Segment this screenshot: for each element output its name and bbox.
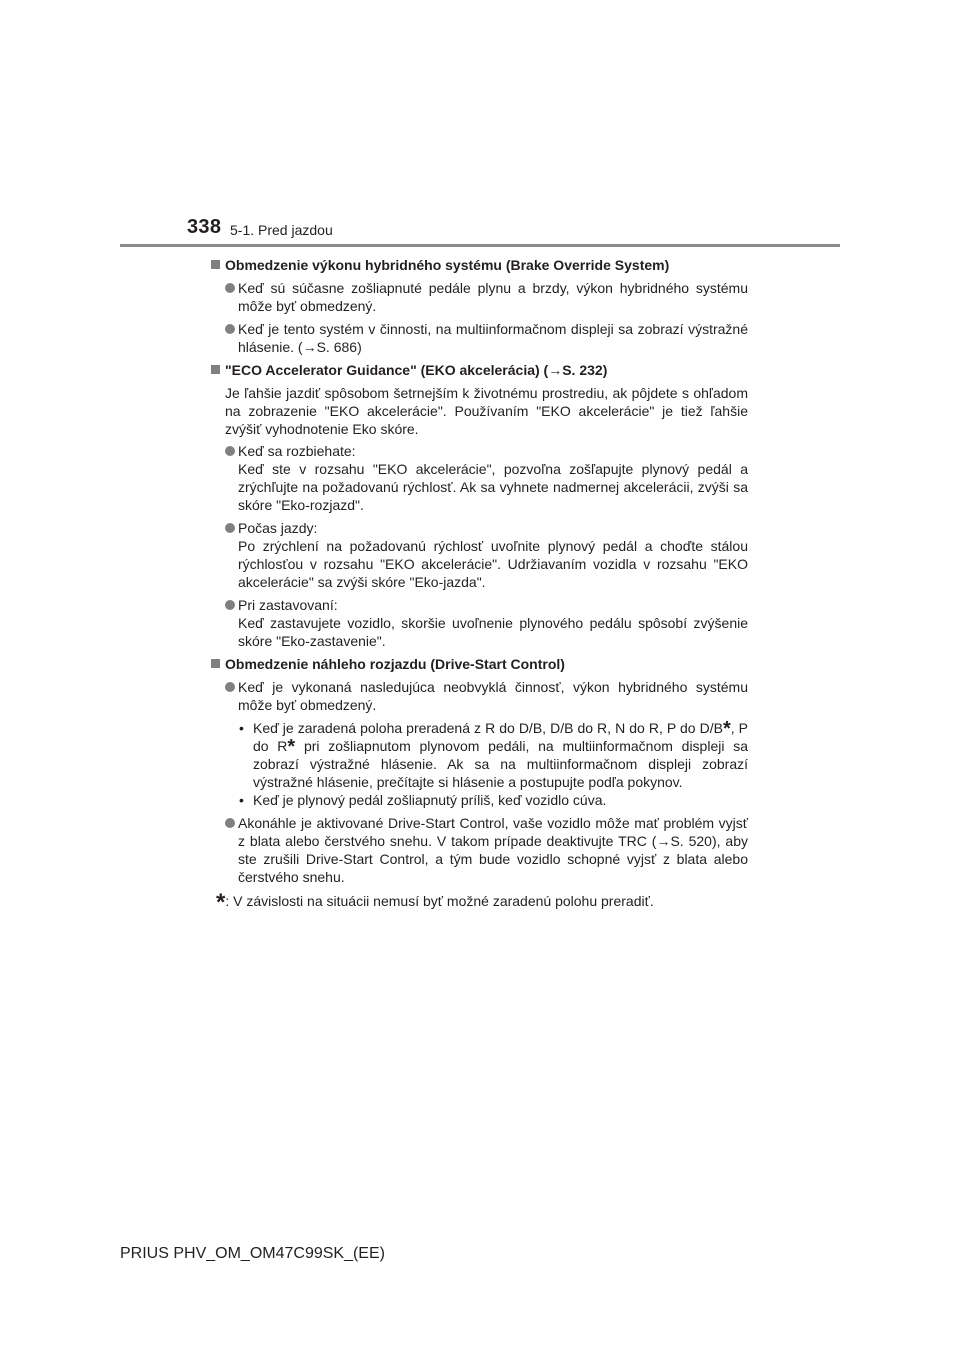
bullet-text: Akonáhle je aktivované Drive-Start Control, vaše vozidlo môže mať problém vyjsť z blata alebo čerstvého snehu. V takom prípade deaktivujte TRC (→S. 520), aby ste zrušili Drive-Start Control, a tým bude vozidlo schopné vyjsť z blata alebo čerstvého snehu.	[238, 815, 748, 885]
dot-bullet-icon: •	[239, 720, 244, 736]
section-label: 5-1. Pred jazdou	[230, 222, 333, 238]
sub-text-part: pri zošliapnutom plynovom pedáli, na multiinformačnom displeji sa zobrazí výstražné hlásenie. Ak sa na multiinformačnom displeji zobrazí výstražné hlásenie, prečítajte si hlásenie a postupujte podľa pokynov.	[253, 738, 748, 790]
list-item	[210, 678, 748, 714]
sub-text: Keď je plynový pedál zošliapnutý príliš, keď vozidlo cúva.	[253, 792, 607, 808]
heading-brake-override	[210, 256, 748, 274]
bullet-title: Keď sa rozbiehate:	[238, 443, 356, 459]
header-divider	[120, 244, 840, 247]
footnote-star: *	[722, 718, 731, 740]
circle-bullet-icon	[225, 682, 235, 692]
document-code: PRIUS PHV_OM_OM47C99SK_(EE)	[120, 1245, 385, 1262]
sub-text-part: , P do R	[253, 720, 748, 754]
bullet-title: Pri zastavovaní:	[238, 597, 338, 613]
list-item	[210, 279, 748, 315]
square-bullet-icon	[211, 365, 220, 374]
heading-text: Obmedzenie náhleho rozjazdu (Drive-Start Control)	[225, 656, 565, 672]
list-item	[210, 814, 748, 886]
footnote	[210, 889, 748, 916]
list-item	[210, 442, 748, 514]
page-number: 338	[187, 216, 222, 238]
sub-list-item	[210, 791, 748, 809]
circle-bullet-icon	[225, 600, 235, 610]
bullet-text: Keď zastavujete vozidlo, skoršie uvoľnenie plynového pedálu spôsobí zvýšenie skóre "Eko-zastavenie".	[238, 615, 748, 649]
bullet-text: Keď sú súčasne zošliapnuté pedále plynu a brzdy, výkon hybridného systému môže byť obmedzený.	[238, 280, 748, 314]
heading-text: "ECO Accelerator Guidance" (EKO akcelerácia) (→S. 232)	[225, 362, 608, 378]
eco-intro-paragraph: Je ľahšie jazdiť spôsobom šetrnejším k životnému prostrediu, ak pôjdete s ohľadom na zobrazenie "EKO akcelerácie". Používaním "EKO akcelerácie" je tiež ľahšie zvýšiť vyhodnotenie Eko skóre.	[225, 385, 748, 437]
footnote-star: *	[287, 736, 296, 758]
circle-bullet-icon	[225, 324, 235, 334]
list-item	[210, 519, 748, 591]
square-bullet-icon	[211, 260, 220, 269]
list-item	[210, 596, 748, 650]
bullet-title: Počas jazdy:	[238, 520, 318, 536]
circle-bullet-icon	[225, 818, 235, 828]
heading-text: Obmedzenie výkonu hybridného systému (Brake Override System)	[225, 257, 670, 273]
bullet-text: Po zrýchlení na požadovanú rýchlosť uvoľnite plynový pedál a choďte stálou rýchlosťou v rozsahu "EKO akcelerácie". Udržiavaním vozidla v rozsahu "EKO akcelerácie" sa zvýši skóre "Eko-jazda".	[238, 538, 748, 590]
square-bullet-icon	[211, 659, 220, 668]
bullet-text: Keď je tento systém v činnosti, na multiinformačnom displeji sa zobrazí výstražné hlásenie. (→S. 686)	[238, 321, 748, 355]
circle-bullet-icon	[225, 283, 235, 293]
dot-bullet-icon: •	[239, 792, 244, 808]
circle-bullet-icon	[225, 523, 235, 533]
list-item	[210, 320, 748, 356]
sub-text-part: Keď je zaradená poloha preradená z R do D/B, D/B do R, N do R, P do D/B	[253, 720, 723, 736]
footnote-text: : V závislosti na situácii nemusí byť možné zaradenú polohu preradiť.	[225, 893, 654, 909]
page-content	[210, 256, 748, 916]
circle-bullet-icon	[225, 446, 235, 456]
bullet-text: Keď ste v rozsahu "EKO akcelerácie", pozvoľna zošľapujte plynový pedál a zrýchľujte na požadovanú rýchlosť. Ak sa vyhnete nadmernej akcelerácii, zvýši sa skóre "Eko-rozjazd".	[238, 461, 748, 513]
heading-eco-accelerator	[210, 361, 748, 379]
footnote-star: *	[216, 889, 226, 916]
page-header	[0, 0, 960, 250]
heading-drive-start-control	[210, 655, 748, 673]
sub-list-item	[210, 719, 748, 791]
bullet-text: Keď je vykonaná nasledujúca neobvyklá činnosť, výkon hybridného systému môže byť obmedzený.	[238, 679, 748, 713]
